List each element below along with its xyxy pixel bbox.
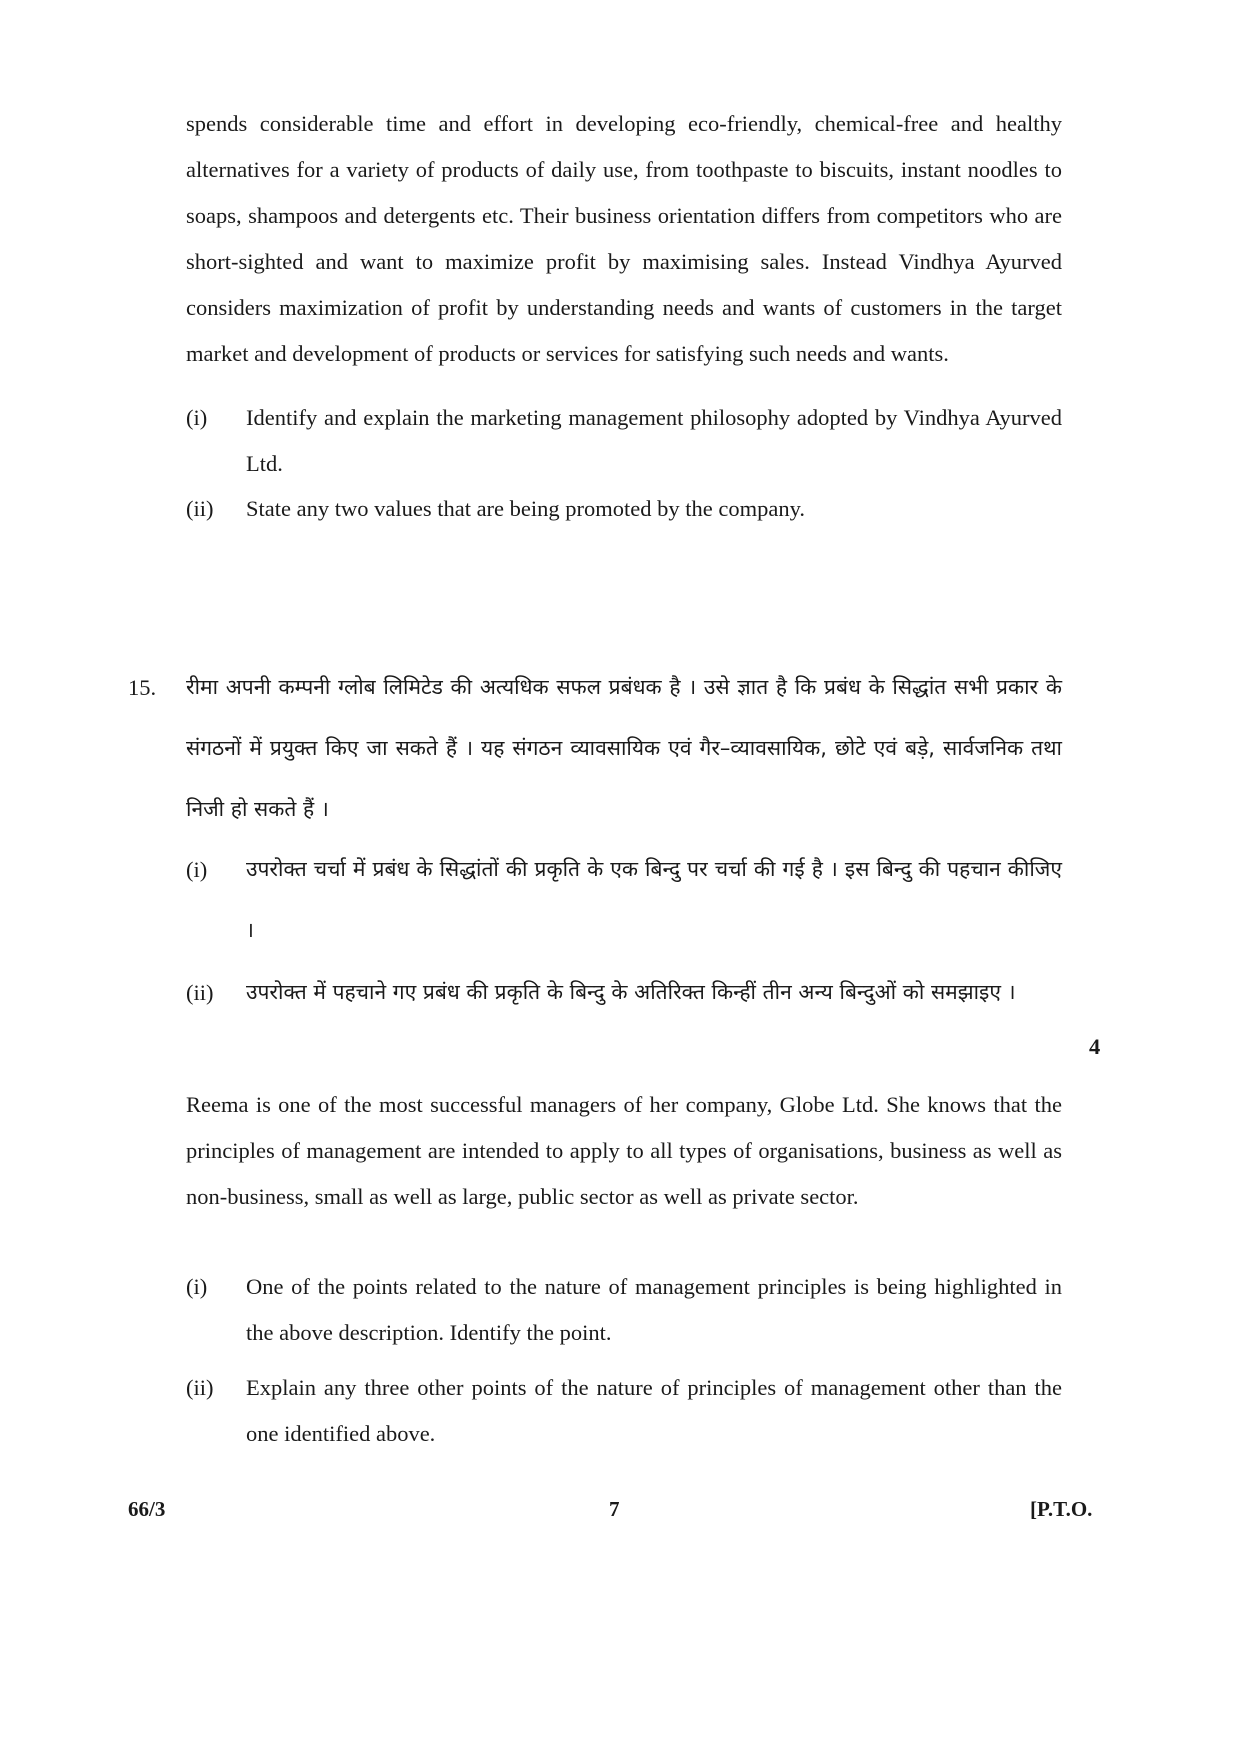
q15-english-subquestion-ii bbox=[186, 1365, 1062, 1457]
subquestion-text: उपरोक्त चर्चा में प्रबंध के सिद्धांतों की प्रकृति के एक बिन्दु पर चर्चा की गई है । इस बिन्दु की पहचान कीजिए । bbox=[246, 857, 1062, 942]
q15-english-paragraph: Reema is one of the most successful managers of her company, Globe Ltd. She knows that the principles of management are intended to apply to all types of organisations, business as well as non-business, small as well as large, public sector as well as private sector. bbox=[186, 1092, 1062, 1209]
q15-hindi-paragraph: रीमा अपनी कम्पनी ग्लोब लिमिटेड की अत्यधिक सफल प्रबंधक है । उसे ज्ञात है कि प्रबंध के सिद्धांत सभी प्रकार के संगठनों में प्रयुक्त किए जा सकते हैं । यह संगठन व्यावसायिक एवं गैर–व्यावसायिक, छोटे एवं बड़े, सार्वजनिक तथा निजी हो सकते हैं । bbox=[186, 675, 1062, 821]
pto-label: [P.T.O. bbox=[1030, 1497, 1093, 1521]
subquestion-text: State any two values that are being promoted by the company. bbox=[246, 496, 806, 521]
q15-hindi-subquestion-i bbox=[186, 839, 1062, 961]
subquestion-number: (ii) bbox=[186, 980, 214, 1005]
subquestion-number: (i) bbox=[186, 857, 208, 882]
subquestion-text: Explain any three other points of the nature of principles of management other than the one identified above. bbox=[246, 1375, 1062, 1446]
subquestion-text: Identify and explain the marketing management philosophy adopted by Vindhya Ayurved Ltd. bbox=[246, 405, 1062, 476]
page-number: 7 bbox=[609, 1497, 620, 1521]
q14-subquestion-ii bbox=[186, 486, 1062, 532]
subquestion-number: (i) bbox=[186, 1274, 208, 1299]
q15-hindi-subquestion-ii bbox=[186, 962, 1062, 1023]
subquestion-number: (i) bbox=[186, 405, 208, 430]
subquestion-text: उपरोक्त में पहचाने गए प्रबंध की प्रकृति के बिन्दु के अतिरिक्त किन्हीं तीन अन्य बिन्दुओं को समझाइए । bbox=[246, 980, 1016, 1004]
subquestion-number: (ii) bbox=[186, 1375, 214, 1400]
subquestion-text: One of the points related to the nature of management principles is being highlighted in the above description. Identify the point. bbox=[246, 1274, 1062, 1345]
q15-english-subquestion-i bbox=[186, 1264, 1062, 1356]
case-paragraph-continued: spends considerable time and effort in developing eco-friendly, chemical-free and healthy alternatives for a variety of products of daily use, from toothpaste to biscuits, instant noodles to soaps, shampoos and detergents etc. Their business orientation differs from competitors who are short-sighted and want to maximize profit by maximising sales. Instead Vindhya Ayurved considers maximization of profit by understanding needs and wants of customers in the target market and development of products or services for satisfying such needs and wants. bbox=[186, 111, 1062, 366]
marks-label: 4 bbox=[1089, 1034, 1101, 1059]
paper-code: 66/3 bbox=[128, 1497, 166, 1521]
subquestion-number: (ii) bbox=[186, 496, 214, 521]
q14-subquestion-i bbox=[186, 395, 1062, 487]
question-number: 15. bbox=[128, 675, 157, 700]
